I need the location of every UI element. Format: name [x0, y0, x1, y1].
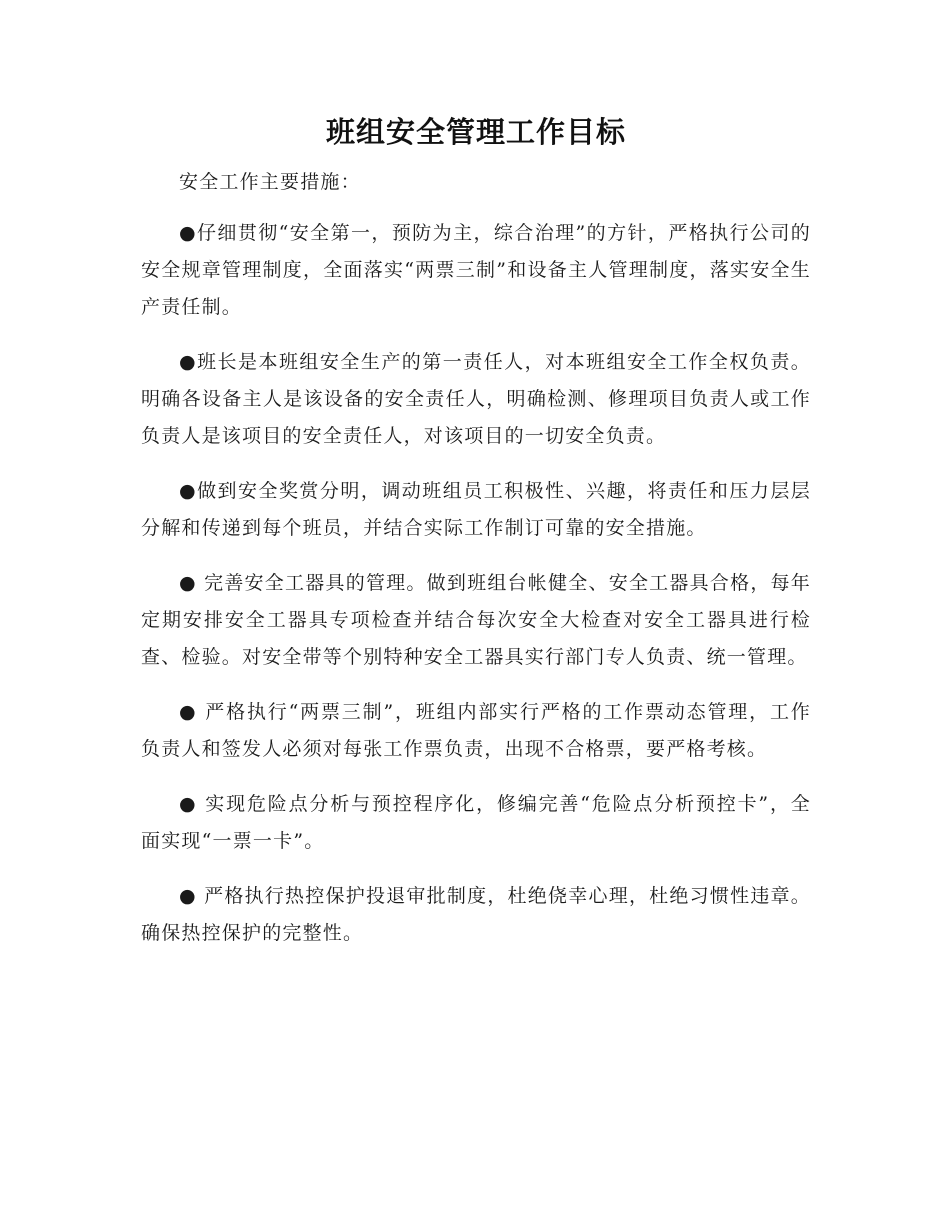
paragraph-text: 严格执行热控保护投退审批制度，杜绝侥幸心理，杜绝习惯性违章。确保热控保护的完整性。: [141, 885, 811, 944]
bullet-icon: ●: [179, 572, 205, 594]
bullet-icon: ●: [179, 793, 206, 815]
paragraph-7: [141, 878, 811, 952]
paragraph-1: [141, 215, 811, 326]
document-page: [141, 110, 811, 970]
intro-heading: 安全工作主要措施：: [179, 171, 361, 193]
paragraph-4: [141, 565, 811, 676]
paragraph-text: 实现危险点分析与预控程序化，修编完善“危险点分析预控卡”，全面实现“一票一卡”。: [141, 793, 811, 852]
paragraph-text: 严格执行“两票三制”，班组内部实行严格的工作票动态管理，工作负责人和签发人必须对每张工作票负责，出现不合格票，要严格考核。: [141, 701, 811, 760]
bullet-icon: ●: [179, 701, 206, 723]
paragraph-2: [141, 344, 811, 455]
bullet-icon: ●: [179, 222, 197, 244]
bullet-icon: ●: [179, 885, 205, 907]
bullet-icon: ●: [179, 480, 198, 502]
paragraph-6: [141, 786, 811, 860]
document-title: 班组安全管理工作目标: [325, 115, 626, 149]
paragraph-3: [141, 473, 811, 547]
paragraph-text: 仔细贯彻“安全第一，预防为主，综合治理”的方针，严格执行公司的安全规章管理制度，全面落实“两票三制”和设备主人管理制度，落实安全生产责任制。: [141, 222, 811, 318]
bullet-icon: ●: [179, 351, 198, 373]
paragraph-text: 班长是本班组安全生产的第一责任人，对本班组安全工作全权负责。明确各设备主人是该设备的安全责任人，明确检测、修理项目负责人或工作负责人是该项目的安全责任人，对该项目的一切安全负责。: [141, 351, 811, 447]
paragraph-text: 做到安全奖赏分明，调动班组员工积极性、兴趣，将责任和压力层层分解和传递到每个班员，并结合实际工作制订可靠的安全措施。: [141, 480, 811, 539]
paragraph-5: [141, 694, 811, 768]
paragraph-text: 完善安全工器具的管理。做到班组台帐健全、安全工器具合格，每年定期安排安全工器具专项检查并结合每次安全大检查对安全工器具进行检查、检验。对安全带等个别特种安全工器具实行部门专人负责、统一管理。: [141, 572, 811, 668]
